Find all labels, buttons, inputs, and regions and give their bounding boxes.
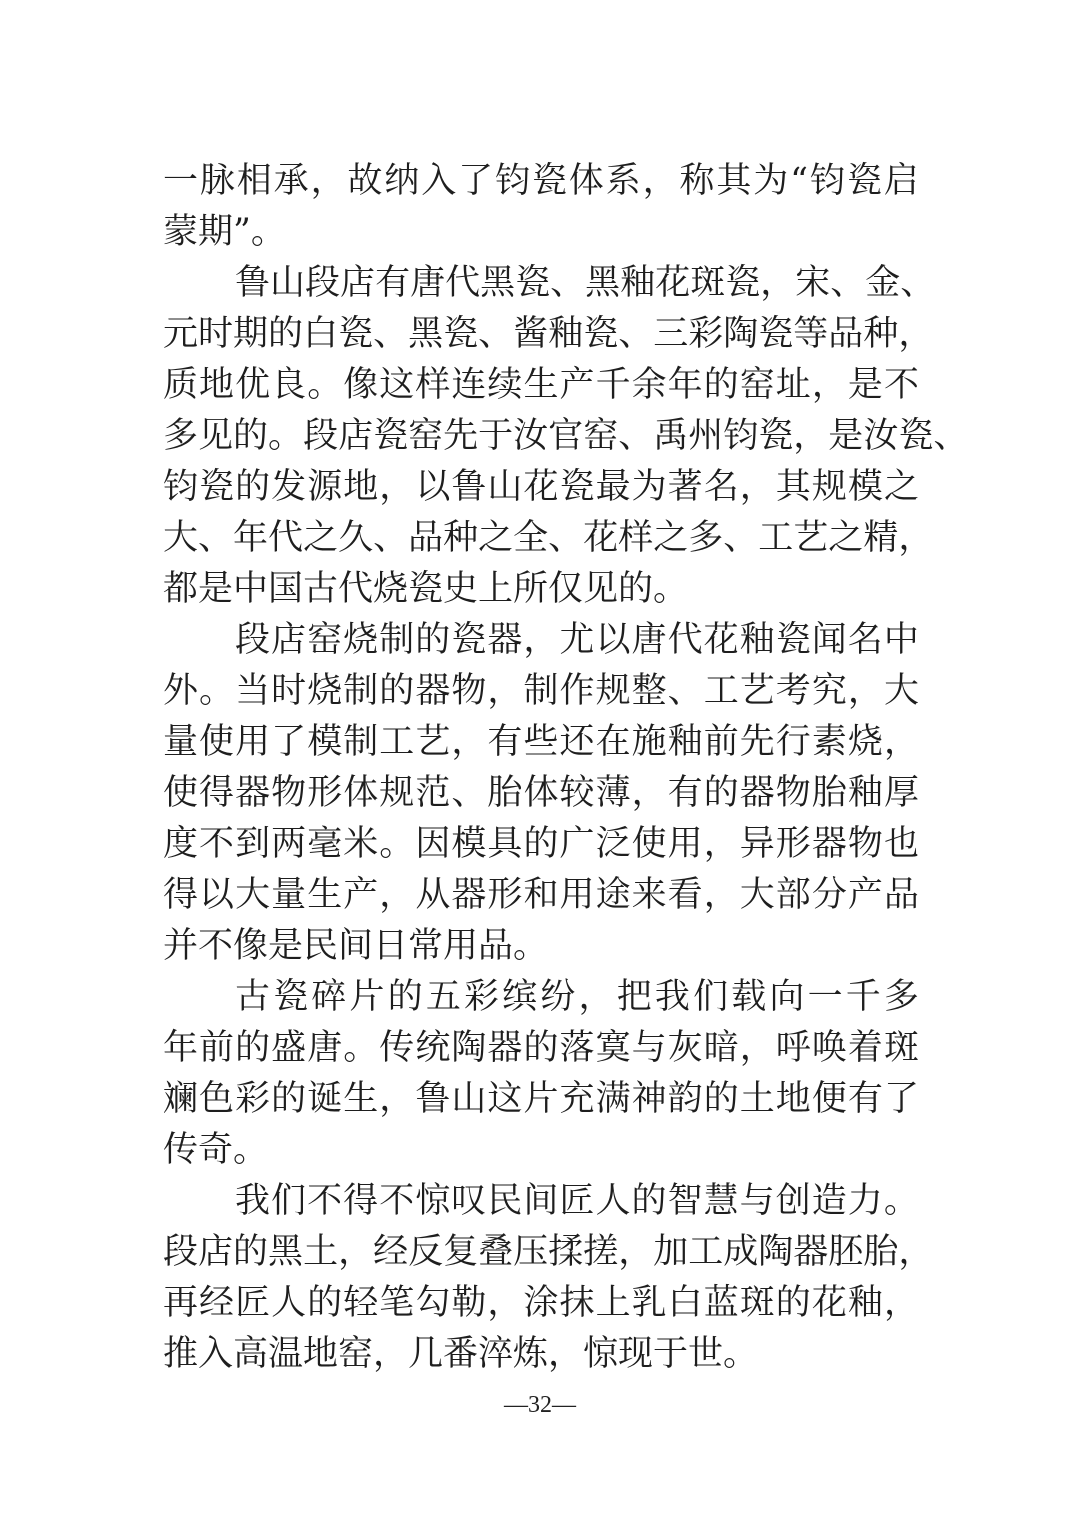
text-line: 再 经 匠 人 的 轻 笔 勾 勒 ， 涂 抹 上 乳 白 蓝 斑 的 花 釉 ， (163, 1283, 919, 1323)
text-line: 多 见 的 。 段 店 瓷 窑 先 于 汝 官 窑 、 禹 州 钧 瓷 ， 是 汝 瓷 、 (163, 416, 969, 456)
text-line: 量 使 用 了 模 制 工 艺 ， 有 些 还 在 施 釉 前 先 行 素 烧 ， (163, 722, 919, 762)
text-line: 并不像是民间日常用品。 (163, 926, 549, 966)
text-line: 我 们 不 得 不 惊 叹 民 间 匠 人 的 智 慧 与 创 造 力 。 (235, 1181, 919, 1221)
text-line: 段 店 的 黑 土 ， 经 反 复 叠 压 揉 搓 ， 加 工 成 陶 器 胚 胎 ， (163, 1232, 934, 1272)
text-line: 使 得 器 物 形 体 规 范 、 胎 体 较 薄 ， 有 的 器 物 胎 釉 厚 (163, 773, 919, 813)
text-line: 得 以 大 量 生 产 ， 从 器 形 和 用 途 来 看 ， 大 部 分 产 品 (163, 875, 919, 915)
paragraph (163, 1176, 934, 1380)
text-line: 年 前 的 盛 唐 。 传 统 陶 器 的 落 寞 与 灰 暗 ， 呼 唤 着 斑 (163, 1028, 919, 1068)
text-line: 斓 色 彩 的 诞 生 ， 鲁 山 这 片 充 满 神 韵 的 土 地 便 有 了 (163, 1079, 919, 1119)
body-text (163, 156, 969, 1380)
text-line: 一 脉 相 承 ， 故 纳 入 了 钧 瓷 体 系 ， 称 其 为 “ 钧 瓷 启 (163, 161, 919, 201)
text-line: 外 。 当 时 烧 制 的 器 物 ， 制 作 规 整 、 工 艺 考 究 ， 大 (163, 671, 919, 711)
text-line: 钧 瓷 的 发 源 地 ， 以 鲁 山 花 瓷 最 为 著 名 ， 其 规 模 之 (163, 467, 919, 507)
text-line: 鲁 山 段 店 有 唐 代 黑 瓷 、 黑 釉 花 斑 瓷 ， 宋 、 金 、 (235, 263, 936, 303)
text-line: 古 瓷 碎 片 的 五 彩 缤 纷 ， 把 我 们 载 向 一 千 多 (235, 977, 919, 1017)
paragraph (163, 615, 919, 972)
text-line: 质 地 优 良 。 像 这 样 连 续 生 产 千 余 年 的 窑 址 ， 是 不 (163, 365, 919, 405)
text-line: 元 时 期 的 白 瓷 、 黑 瓷 、 酱 釉 瓷 、 三 彩 陶 瓷 等 品 种 ， (163, 314, 934, 354)
text-line: 蒙期”。 (163, 212, 286, 252)
page-number: —32— (504, 1392, 576, 1418)
paragraph (163, 258, 969, 615)
text-line: 段 店 窑 烧 制 的 瓷 器 ， 尤 以 唐 代 花 釉 瓷 闻 名 中 (235, 620, 919, 660)
text-line: 推入高温地窑，几番淬炼，惊现于世。 (163, 1334, 759, 1374)
text-line: 都是中国古代烧瓷史上所仅见的。 (163, 569, 689, 609)
text-line: 大 、 年 代 之 久 、 品 种 之 全 、 花 样 之 多 、 工 艺 之 精 ， (163, 518, 934, 558)
paragraph (163, 156, 919, 258)
text-line: 度 不 到 两 毫 米 。 因 模 具 的 广 泛 使 用 ， 异 形 器 物 也 (163, 824, 919, 864)
text-line: 传奇。 (163, 1130, 269, 1170)
paragraph (163, 972, 919, 1176)
